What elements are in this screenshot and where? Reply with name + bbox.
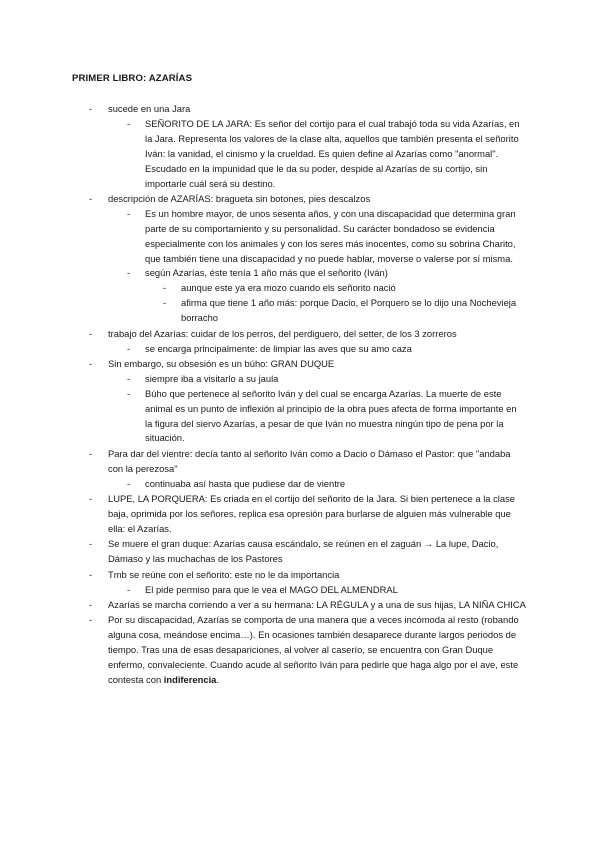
list-item-level-3 (0, 281, 526, 296)
list-item-text: Es un hombre mayor, de unos sesenta años, y con una discapacidad que determina gran parte de su comportamiento y su personalidad. Su carácter bondadoso se evidencia especialmente con los animales y con los seres más inocentes, como su sobrina Charito, que también tiene una discapacidad y no puede hablar, moverse o valerse por sí misma. (145, 207, 516, 264)
bullet-dash: - (89, 538, 93, 550)
bullet-dash: - (89, 493, 93, 505)
list-item-text: siempre iba a visitarlo a su jaula (145, 372, 279, 384)
list-item-level-1 (0, 447, 528, 477)
list-item-level-2 (0, 387, 525, 447)
bullet-dash: - (89, 327, 93, 339)
list-item-text: aunque este ya era mozo cuando els señorito nació (181, 282, 396, 294)
emphasis-text: indiferencia (163, 673, 217, 685)
list-item-text: trabajo del Azarías: cuidar de los perros, del perdiguero, del setter, de los 3 zorreros (108, 327, 457, 339)
list-item-level-1 (0, 102, 528, 117)
list-item-text: sucede en una Jara (108, 103, 191, 114)
list-item-level-1 (0, 537, 528, 567)
bullet-dash: - (127, 267, 131, 279)
list-item-level-1 (0, 492, 528, 537)
list-item-level-2 (0, 207, 525, 267)
bullet-dash: - (163, 297, 167, 309)
list-item-text: Sin embargo, su obsesión es un búho: GRAN DUQUE (108, 357, 335, 369)
list-item-level-2 (0, 372, 525, 387)
bullet-dash: - (127, 117, 131, 129)
bullet-dash: - (89, 568, 93, 580)
list-item-text: LUPE, LA PORQUERA: Es criada en el cortijo del señorito de la Jara. Si bien pertenece a la clase baja, oprimida por los señores, replica esa opresión para burlarse de alguien más vulnerable que ella: el Azarías. (108, 493, 515, 534)
bullet-dash: - (127, 387, 131, 399)
bullet-list (0, 102, 600, 688)
bullet-dash: - (127, 583, 131, 595)
list-item-level-1 (0, 357, 528, 372)
bullet-dash: - (127, 342, 131, 354)
list-item-text: según Azarías, éste tenía 1 año más que el señorito (Iván) (145, 267, 388, 279)
list-item-text: descripción de AZARÍAS: bragueta sin botones, pies descalzos (108, 192, 371, 204)
list-item-text: Tmb se reúne con el señorito: este no le da importancia (108, 568, 340, 580)
list-item-level-2 (0, 117, 525, 192)
list-item-trailing-text: . (216, 673, 219, 685)
list-item-level-1 (0, 568, 528, 583)
list-item-text: Azarías se marcha corriendo a ver a su hermana: LA RÉGULA y a una de sus hijas, LA NIÑA CHICA (108, 598, 526, 610)
bullet-dash: - (89, 357, 93, 369)
list-item-level-2 (0, 477, 525, 492)
list-item-text: El pide permiso para que le vea el MAGO DEL ALMENDRAL (145, 583, 398, 595)
list-item-level-1 (0, 598, 528, 613)
list-item-level-1 (0, 327, 528, 342)
list-item-level-2 (0, 342, 525, 357)
bullet-dash: - (89, 447, 93, 459)
list-item-level-2 (0, 583, 525, 598)
section-title: PRIMER LIBRO: AZARÍAS (72, 73, 193, 84)
bullet-dash: - (89, 614, 93, 626)
list-item-text: Para dar del vientre: decía tanto al señorito Iván como a Dacio o Dámaso el Pastor: que "andaba con la perezosa" (108, 447, 511, 474)
bullet-dash: - (127, 207, 131, 219)
list-item-text: SEÑORITO DE LA JARA: Es señor del cortijo para el cual trabajó toda su vida Azarías, en la Jara. Representa los valores de la clase alta, aquellos que también presenta el señorito Iván: la vanidad, el cinismo y la crueldad. Es quien define al Azarías como "anormal". Escudado en la impunidad que le da su poder, despide al Azarías de su cortijo, sin importarle cuál será su destino. (145, 117, 520, 189)
list-item-level-1 (0, 192, 528, 207)
list-item-text: Se muere el gran duque: Azarías causa escándalo, se reúnen en el zaguán → La lupe, Dacio, Dámaso y las muchachas de los Pastores (108, 538, 499, 565)
bullet-dash: - (127, 477, 131, 489)
list-item-text: Búho que pertenece al señorito Iván y del cual se encarga Azarías. La muerte de este animal es un punto de inflexión al principio de la obra pues afecta de forma importante en la figura del siervo Azarías, a pesar de que Iván no muestra ningún tipo de pena por la situación. (145, 387, 517, 444)
bullet-dash: - (127, 372, 131, 384)
list-item-text: continuaba así hasta que pudiese dar de vientre (145, 477, 346, 489)
bullet-dash: - (89, 103, 93, 114)
list-item-level-3 (0, 296, 526, 326)
bullet-dash: - (89, 598, 93, 610)
list-item-level-1 (0, 613, 528, 688)
list-item-text: afirma que tiene 1 año más: porque Dacio, el Porquero se lo dijo una Nochevieja borracho (181, 297, 517, 324)
list-item-text: se encarga principalmente: de limpiar las aves que su amo caza (145, 342, 412, 354)
bullet-dash: - (89, 192, 93, 204)
list-item-level-2 (0, 266, 525, 281)
list-item-text: Por su discapacidad, Azarías se comporta de una manera que a veces incómoda al resto (robando alguna cosa, meándose encima…). En ocasiones también desaparece durante largos periodos de tiempo. Tras una de esas desapariciones, al volver al caserío, se encuentra con Gran Duque enfermo, convaleciente. Cuando acude al señorito Iván para pedirle que haga algo por el ave, este contesta con (108, 614, 519, 685)
bullet-dash: - (163, 282, 167, 294)
